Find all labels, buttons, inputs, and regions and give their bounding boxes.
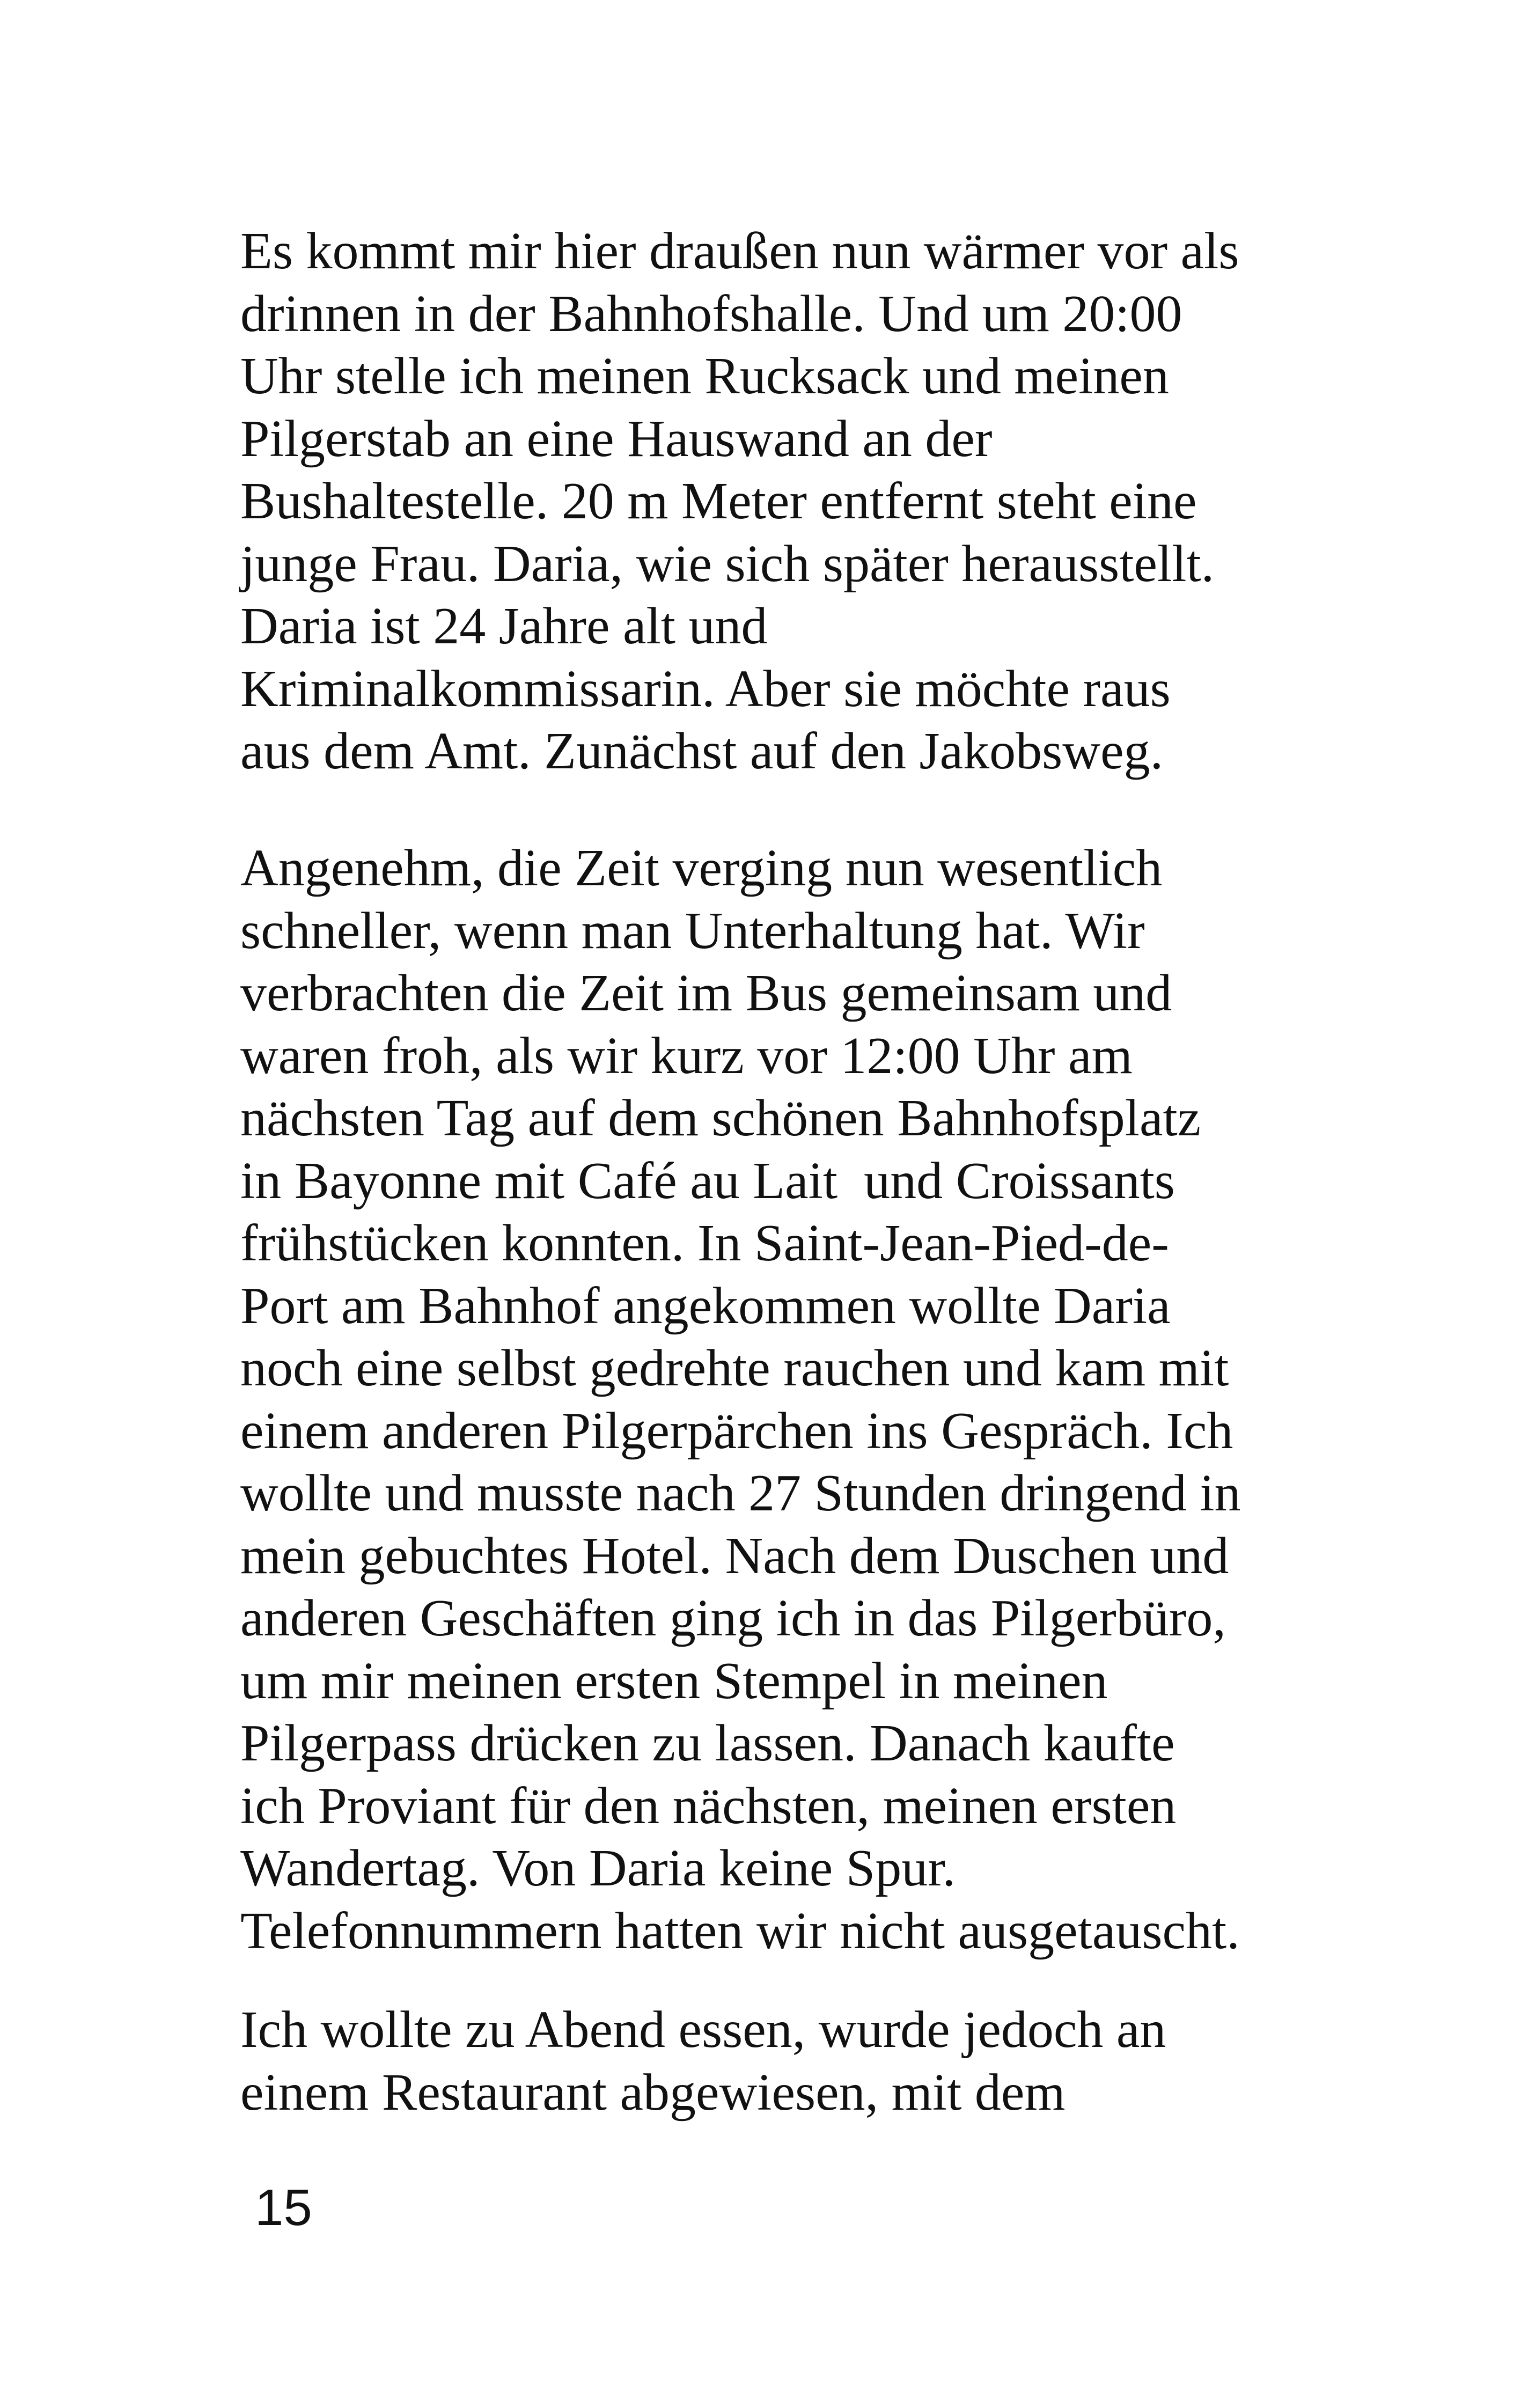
paragraph-1 (240, 220, 1313, 783)
text-line: einem Restaurant abgewiesen, mit dem (240, 2063, 1066, 2121)
text-line: einem anderen Pilgerpärchen ins Gespräch. Ich (240, 1401, 1233, 1460)
text-line: Kriminalkommissarin. Aber sie möchte raus (240, 659, 1171, 718)
text-line: Uhr stelle ich meinen Rucksack und meinen (240, 347, 1169, 405)
text-line: noch eine selbst gedrehte rauchen und kam mit (240, 1339, 1229, 1397)
text-line: schneller, wenn man Unterhaltung hat. Wir (240, 901, 1145, 960)
text-line: Wandertag. Von Daria keine Spur. (240, 1839, 956, 1897)
text-line: Angenehm, die Zeit verging nun wesentlich (240, 839, 1163, 897)
text-line: Daria ist 24 Jahre alt und (240, 597, 768, 655)
text-line: drinnen in der Bahnhofshalle. Und um 20:00 (240, 284, 1182, 343)
text-line: verbrachten die Zeit im Bus gemeinsam und (240, 964, 1172, 1022)
text-line: Pilgerpass drücken zu lassen. Danach kaufte (240, 1714, 1175, 1772)
text-line: Bushaltestelle. 20 m Meter entfernt steht eine (240, 472, 1197, 530)
text-line: mein gebuchtes Hotel. Nach dem Duschen und (240, 1526, 1229, 1585)
text-line: Telefonnummern hatten wir nicht ausgetauscht. (240, 1902, 1240, 1960)
page-number: 15 (255, 2179, 312, 2236)
text-line: Port am Bahnhof angekommen wollte Daria (240, 1276, 1171, 1335)
text-line: in Bayonne mit Café au Lait und Croissants (240, 1151, 1175, 1210)
text-line: nächsten Tag auf dem schönen Bahnhofsplatz (240, 1089, 1201, 1147)
text-line: um mir meinen ersten Stempel in meinen (240, 1651, 1108, 1710)
text-line: wollte und musste nach 27 Stunden dringend in (240, 1464, 1241, 1522)
text-line: Pilgerstab an eine Hauswand an der (240, 409, 993, 468)
text-line: frühstücken konnten. In Saint-Jean-Pied-de- (240, 1214, 1169, 1272)
text-line: aus dem Amt. Zunächst auf den Jakobsweg. (240, 722, 1164, 780)
paragraph-2 (240, 837, 1313, 1962)
paragraph-3 (240, 1999, 1313, 2124)
text-line: junge Frau. Daria, wie sich später herausstellt. (240, 534, 1215, 593)
text-line: waren froh, als wir kurz vor 12:00 Uhr am (240, 1026, 1133, 1085)
text-line: ich Proviant für den nächsten, meinen ersten (240, 1776, 1177, 1835)
text-line: Ich wollte zu Abend essen, wurde jedoch an (240, 2001, 1166, 2059)
text-line: Es kommt mir hier draußen nun wärmer vor als (240, 222, 1239, 280)
text-line: anderen Geschäften ging ich in das Pilgerbüro, (240, 1589, 1226, 1647)
